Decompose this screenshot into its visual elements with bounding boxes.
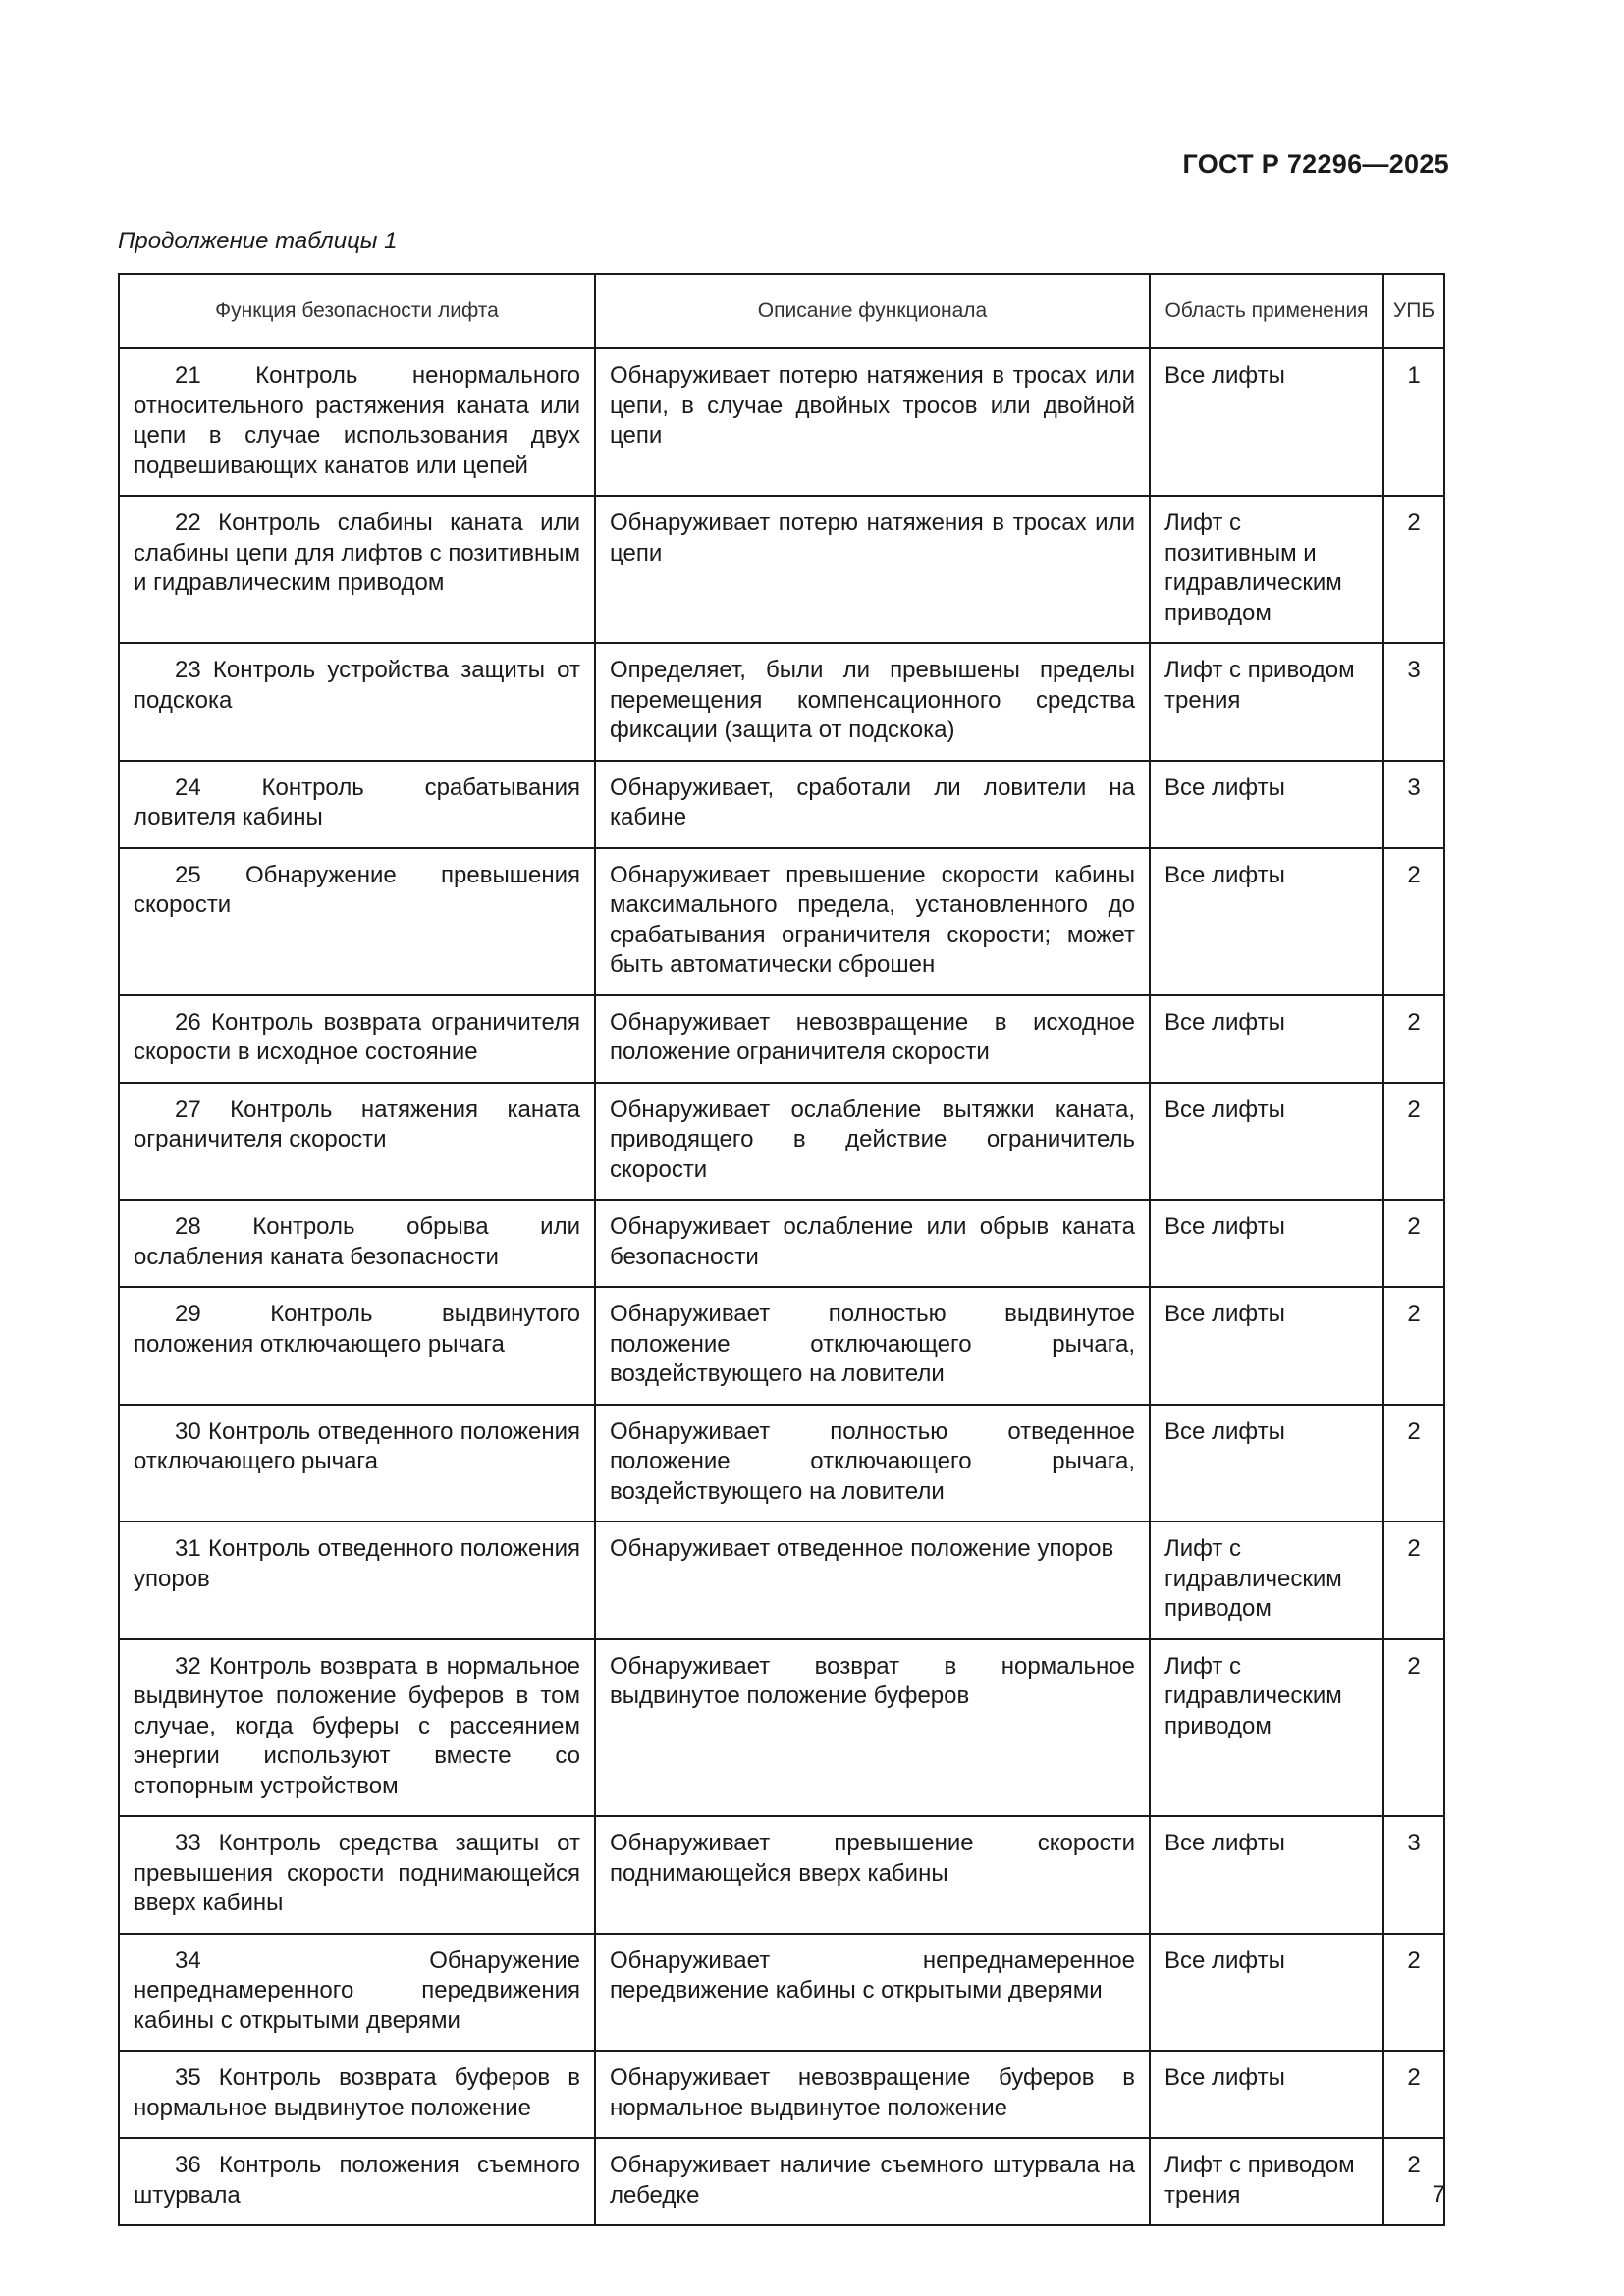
table-row — [119, 1405, 1444, 1522]
cell-function: 30 Контроль отведенного положения отключающего рычага — [119, 1405, 595, 1522]
column-header-scope: Область применения — [1150, 274, 1383, 348]
table-caption: Продолжение таблицы 1 — [118, 228, 398, 254]
cell-function: 32 Контроль возврата в нормальное выдвинутое положение буферов в том случае, когда буферы с рассеянием энергии используют вместе со стопорным устройством — [119, 1639, 595, 1817]
cell-scope: Все лифты — [1150, 1934, 1383, 2052]
table-row — [119, 1639, 1444, 1817]
table-row — [119, 2051, 1444, 2138]
cell-scope: Все лифты — [1150, 761, 1383, 848]
cell-description: Обнаруживает невозвращение буферов в нормальное выдвинутое положение — [595, 2051, 1150, 2138]
cell-function: 35 Контроль возврата буферов в нормальное выдвинутое положение — [119, 2051, 595, 2138]
cell-description: Обнаруживает, сработали ли ловители на кабине — [595, 761, 1150, 848]
table-row — [119, 1287, 1444, 1405]
cell-scope: Лифт с позитивным и гидравлическим приводом — [1150, 496, 1383, 643]
cell-scope: Все лифты — [1150, 1083, 1383, 1201]
page-number: 7 — [1432, 2181, 1445, 2208]
cell-upb: 2 — [1383, 1934, 1444, 2052]
cell-upb: 2 — [1383, 1405, 1444, 1522]
cell-description: Обнаруживает полностью выдвинутое положение отключающего рычага, воздействующего на ловители — [595, 1287, 1150, 1405]
table-row — [119, 2138, 1444, 2225]
cell-scope: Все лифты — [1150, 2051, 1383, 2138]
table-row — [119, 848, 1444, 995]
cell-upb: 3 — [1383, 1816, 1444, 1934]
cell-scope: Лифт с гидравлическим приводом — [1150, 1522, 1383, 1639]
cell-description: Обнаруживает наличие съемного штурвала на лебедке — [595, 2138, 1150, 2225]
cell-function: 24 Контроль срабатывания ловителя кабины — [119, 761, 595, 848]
table-header — [119, 274, 1444, 348]
cell-description: Обнаруживает непреднамеренное передвижение кабины с открытыми дверями — [595, 1934, 1150, 2052]
table-body — [119, 348, 1444, 2225]
cell-scope: Лифт с приводом трения — [1150, 643, 1383, 761]
cell-function: 26 Контроль возврата ограничителя скорости в исходное состояние — [119, 995, 595, 1083]
cell-upb: 2 — [1383, 1287, 1444, 1405]
safety-functions-table — [118, 273, 1445, 2226]
cell-description: Обнаруживает ослабление вытяжки каната, приводящего в действие ограничитель скорости — [595, 1083, 1150, 1201]
column-header-description: Описание функционала — [595, 274, 1150, 348]
cell-upb: 3 — [1383, 643, 1444, 761]
cell-description: Обнаруживает превышение скорости кабины максимального предела, установленного до срабатывания ограничителя скорости; может быть автоматически сброшен — [595, 848, 1150, 995]
cell-scope: Все лифты — [1150, 348, 1383, 496]
cell-function: 27 Контроль натяжения каната ограничителя скорости — [119, 1083, 595, 1201]
table-row — [119, 1934, 1444, 2052]
cell-function: 28 Контроль обрыва или ослабления каната безопасности — [119, 1200, 595, 1287]
cell-description: Обнаруживает полностью отведенное положение отключающего рычага, воздействующего на ловители — [595, 1405, 1150, 1522]
cell-function: 25 Обнаружение превышения скорости — [119, 848, 595, 995]
table-row — [119, 348, 1444, 496]
table-row — [119, 761, 1444, 848]
cell-upb: 2 — [1383, 496, 1444, 643]
cell-description: Обнаруживает ослабление или обрыв каната безопасности — [595, 1200, 1150, 1287]
cell-scope: Лифт с гидравлическим приводом — [1150, 1639, 1383, 1817]
cell-scope: Все лифты — [1150, 1816, 1383, 1934]
table-row — [119, 643, 1444, 761]
cell-scope: Все лифты — [1150, 995, 1383, 1083]
cell-function: 34 Обнаружение непреднамеренного передвижения кабины с открытыми дверями — [119, 1934, 595, 2052]
cell-upb: 2 — [1383, 848, 1444, 995]
cell-upb: 2 — [1383, 1639, 1444, 1817]
cell-scope: Все лифты — [1150, 1200, 1383, 1287]
cell-upb: 2 — [1383, 1083, 1444, 1201]
cell-upb: 2 — [1383, 1200, 1444, 1287]
cell-function: 36 Контроль положения съемного штурвала — [119, 2138, 595, 2225]
cell-function: 23 Контроль устройства защиты от подскока — [119, 643, 595, 761]
cell-description: Обнаруживает возврат в нормальное выдвинутое положение буферов — [595, 1639, 1150, 1817]
cell-upb: 2 — [1383, 2051, 1444, 2138]
table-row — [119, 1816, 1444, 1934]
table-row — [119, 1200, 1444, 1287]
cell-function: 31 Контроль отведенного положения упоров — [119, 1522, 595, 1639]
cell-scope: Все лифты — [1150, 1405, 1383, 1522]
cell-upb: 1 — [1383, 348, 1444, 496]
cell-description: Обнаруживает превышение скорости поднимающейся вверх кабины — [595, 1816, 1150, 1934]
table-row — [119, 1083, 1444, 1201]
table-header-row — [119, 274, 1444, 348]
table-row — [119, 995, 1444, 1083]
cell-upb: 3 — [1383, 761, 1444, 848]
cell-description: Обнаруживает потерю натяжения в тросах или цепи, в случае двойных тросов или двойной цепи — [595, 348, 1150, 496]
cell-upb: 2 — [1383, 2138, 1444, 2225]
cell-upb: 2 — [1383, 995, 1444, 1083]
cell-upb: 2 — [1383, 1522, 1444, 1639]
table-row — [119, 1522, 1444, 1639]
cell-function: 29 Контроль выдвинутого положения отключающего рычага — [119, 1287, 595, 1405]
cell-scope: Лифт с приводом трения — [1150, 2138, 1383, 2225]
cell-description: Обнаруживает невозвращение в исходное положение ограничителя скорости — [595, 995, 1150, 1083]
cell-description: Обнаруживает потерю натяжения в тросах или цепи — [595, 496, 1150, 643]
cell-function: 21 Контроль ненормального относительного растяжения каната или цепи в случае использования двух подвешивающих канатов или цепей — [119, 348, 595, 496]
cell-description: Обнаруживает отведенное положение упоров — [595, 1522, 1150, 1639]
cell-scope: Все лифты — [1150, 1287, 1383, 1405]
column-header-function: Функция безопасности лифта — [119, 274, 595, 348]
table-row — [119, 496, 1444, 643]
cell-function: 22 Контроль слабины каната или слабины цепи для лифтов с позитивным и гидравлическим приводом — [119, 496, 595, 643]
document-standard-number: ГОСТ Р 72296—2025 — [1182, 149, 1449, 179]
cell-description: Определяет, были ли превышены пределы перемещения компенсационного средства фиксации (защита от подскока) — [595, 643, 1150, 761]
cell-scope: Все лифты — [1150, 848, 1383, 995]
cell-function: 33 Контроль средства защиты от превышения скорости поднимающейся вверх кабины — [119, 1816, 595, 1934]
column-header-upb: УПБ — [1383, 274, 1444, 348]
